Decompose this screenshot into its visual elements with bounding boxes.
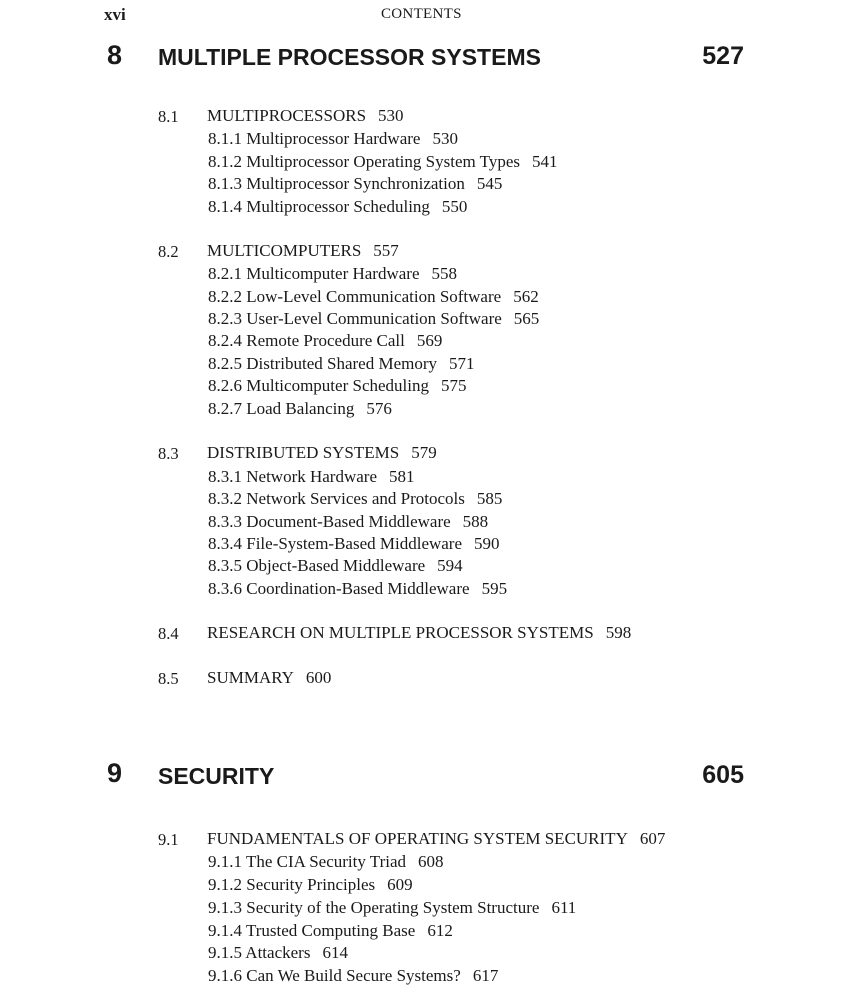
subsection-entry <box>208 264 457 284</box>
section-entry <box>207 668 331 688</box>
chapter-number: 9 <box>107 758 123 788</box>
subsection-page: 594 <box>437 556 463 575</box>
section-entry <box>207 443 437 463</box>
section-entry <box>207 241 399 261</box>
subsection-page: 530 <box>432 129 458 148</box>
subsection-title: 9.1.4 Trusted Computing Base <box>208 921 416 940</box>
subsection-page: 571 <box>449 354 475 373</box>
subsection-title: 8.2.4 Remote Procedure Call <box>208 331 405 350</box>
subsection-page: 585 <box>476 489 503 508</box>
subsection-title: 8.1.3 Multiprocessor Synchronization <box>208 174 465 193</box>
subsection-entry <box>208 921 453 941</box>
subsection-entry <box>208 174 502 194</box>
subsection-entry <box>208 467 415 487</box>
section-number: 8.4 <box>158 624 179 643</box>
subsection-entry <box>208 309 539 329</box>
section-entry <box>207 106 404 126</box>
running-title: CONTENTS <box>381 6 462 22</box>
subsection-title: 9.1.3 Security of the Operating System Structure <box>208 898 540 917</box>
subsection-entry <box>208 376 466 396</box>
subsection-entry <box>208 966 498 986</box>
subsection-title: 8.2.6 Multicomputer Scheduling <box>208 376 429 395</box>
section-number: 8.2 <box>158 242 179 261</box>
subsection-title: 8.2.3 User-Level Communication Software <box>208 309 502 328</box>
subsection-title: 8.2.1 Multicomputer Hardware <box>208 264 420 283</box>
section-page: 530 <box>378 106 404 125</box>
subsection-entry <box>208 354 475 374</box>
subsection-page: 550 <box>441 197 468 216</box>
subsection-title: 9.1.1 The CIA Security Triad <box>208 852 407 871</box>
section-title: MULTICOMPUTERS <box>207 241 362 260</box>
subsection-page: 558 <box>431 264 457 283</box>
subsection-page: 569 <box>416 331 443 350</box>
chapter-title: MULTIPLE PROCESSOR SYSTEMS <box>158 44 541 70</box>
chapter-title: SECURITY <box>158 763 275 789</box>
subsection-entry <box>208 556 463 576</box>
subsection-entry <box>208 943 348 963</box>
subsection-title: 9.1.6 Can We Build Secure Systems? <box>208 966 461 985</box>
subsection-title: 8.3.1 Network Hardware <box>208 467 377 486</box>
subsection-page: 590 <box>474 534 500 553</box>
subsection-entry <box>208 129 458 149</box>
subsection-title: 8.1.2 Multiprocessor Operating System Types <box>208 152 521 171</box>
section-page: 579 <box>411 443 437 462</box>
subsection-entry <box>208 399 392 419</box>
subsection-title: 9.1.2 Security Principles <box>208 875 376 894</box>
subsection-title: 8.3.2 Network Services and Protocols <box>208 489 465 508</box>
section-number: 9.1 <box>158 830 179 849</box>
subsection-page: 612 <box>427 921 453 940</box>
subsection-entry <box>208 287 539 307</box>
section-page: 598 <box>605 623 632 642</box>
chapter-page: 527 <box>702 42 744 70</box>
section-number: 8.5 <box>158 669 179 688</box>
subsection-title: 8.2.7 Load Balancing <box>208 399 355 418</box>
subsection-title: 8.3.3 Document-Based Middleware <box>208 512 451 531</box>
subsection-page: 545 <box>476 174 503 193</box>
section-title: FUNDAMENTALS OF OPERATING SYSTEM SECURITY <box>207 829 628 848</box>
subsection-entry <box>208 579 507 599</box>
section-title: MULTIPROCESSORS <box>207 106 367 125</box>
chapter-number: 8 <box>107 40 123 70</box>
subsection-title: 8.2.5 Distributed Shared Memory <box>208 354 437 373</box>
subsection-page: 575 <box>440 376 467 395</box>
subsection-page: 595 <box>481 579 508 598</box>
section-number: 8.1 <box>158 107 179 126</box>
subsection-page: 614 <box>322 943 348 962</box>
section-page: 600 <box>305 668 332 687</box>
subsection-title: 8.1.1 Multiprocessor Hardware <box>208 129 421 148</box>
subsection-title: 8.1.4 Multiprocessor Scheduling <box>208 197 430 216</box>
subsection-page: 541 <box>532 152 558 171</box>
subsection-title: 9.1.5 Attackers <box>208 943 311 962</box>
subsection-entry <box>208 197 467 217</box>
subsection-entry <box>208 534 500 554</box>
section-title: DISTRIBUTED SYSTEMS <box>207 443 400 462</box>
section-number: 8.3 <box>158 444 179 463</box>
subsection-page: 576 <box>366 399 392 418</box>
subsection-page: 608 <box>418 852 444 871</box>
subsection-entry <box>208 852 444 872</box>
section-entry <box>207 829 665 849</box>
subsection-entry <box>208 898 576 918</box>
subsection-entry <box>208 512 488 532</box>
subsection-page: 588 <box>462 512 489 531</box>
section-page: 557 <box>373 241 399 260</box>
section-title: SUMMARY <box>207 668 294 687</box>
section-entry <box>207 623 631 643</box>
page-number: xvi <box>104 5 126 24</box>
subsection-title: 8.3.4 File-System-Based Middleware <box>208 534 463 553</box>
subsection-title: 8.2.2 Low-Level Communication Software <box>208 287 502 306</box>
section-page: 607 <box>639 829 666 848</box>
subsection-page: 617 <box>472 966 499 985</box>
subsection-title: 8.3.5 Object-Based Middleware <box>208 556 426 575</box>
subsection-entry <box>208 331 442 351</box>
subsection-page: 565 <box>513 309 540 328</box>
section-title: RESEARCH ON MULTIPLE PROCESSOR SYSTEMS <box>207 623 594 642</box>
subsection-page: 562 <box>513 287 539 306</box>
subsection-page: 609 <box>387 875 413 894</box>
subsection-title: 8.3.6 Coordination-Based Middleware <box>208 579 470 598</box>
subsection-entry <box>208 875 413 895</box>
chapter-page: 605 <box>702 761 744 789</box>
subsection-page: 611 <box>551 898 577 917</box>
subsection-entry <box>208 489 502 509</box>
subsection-page: 581 <box>389 467 415 486</box>
subsection-entry <box>208 152 558 172</box>
